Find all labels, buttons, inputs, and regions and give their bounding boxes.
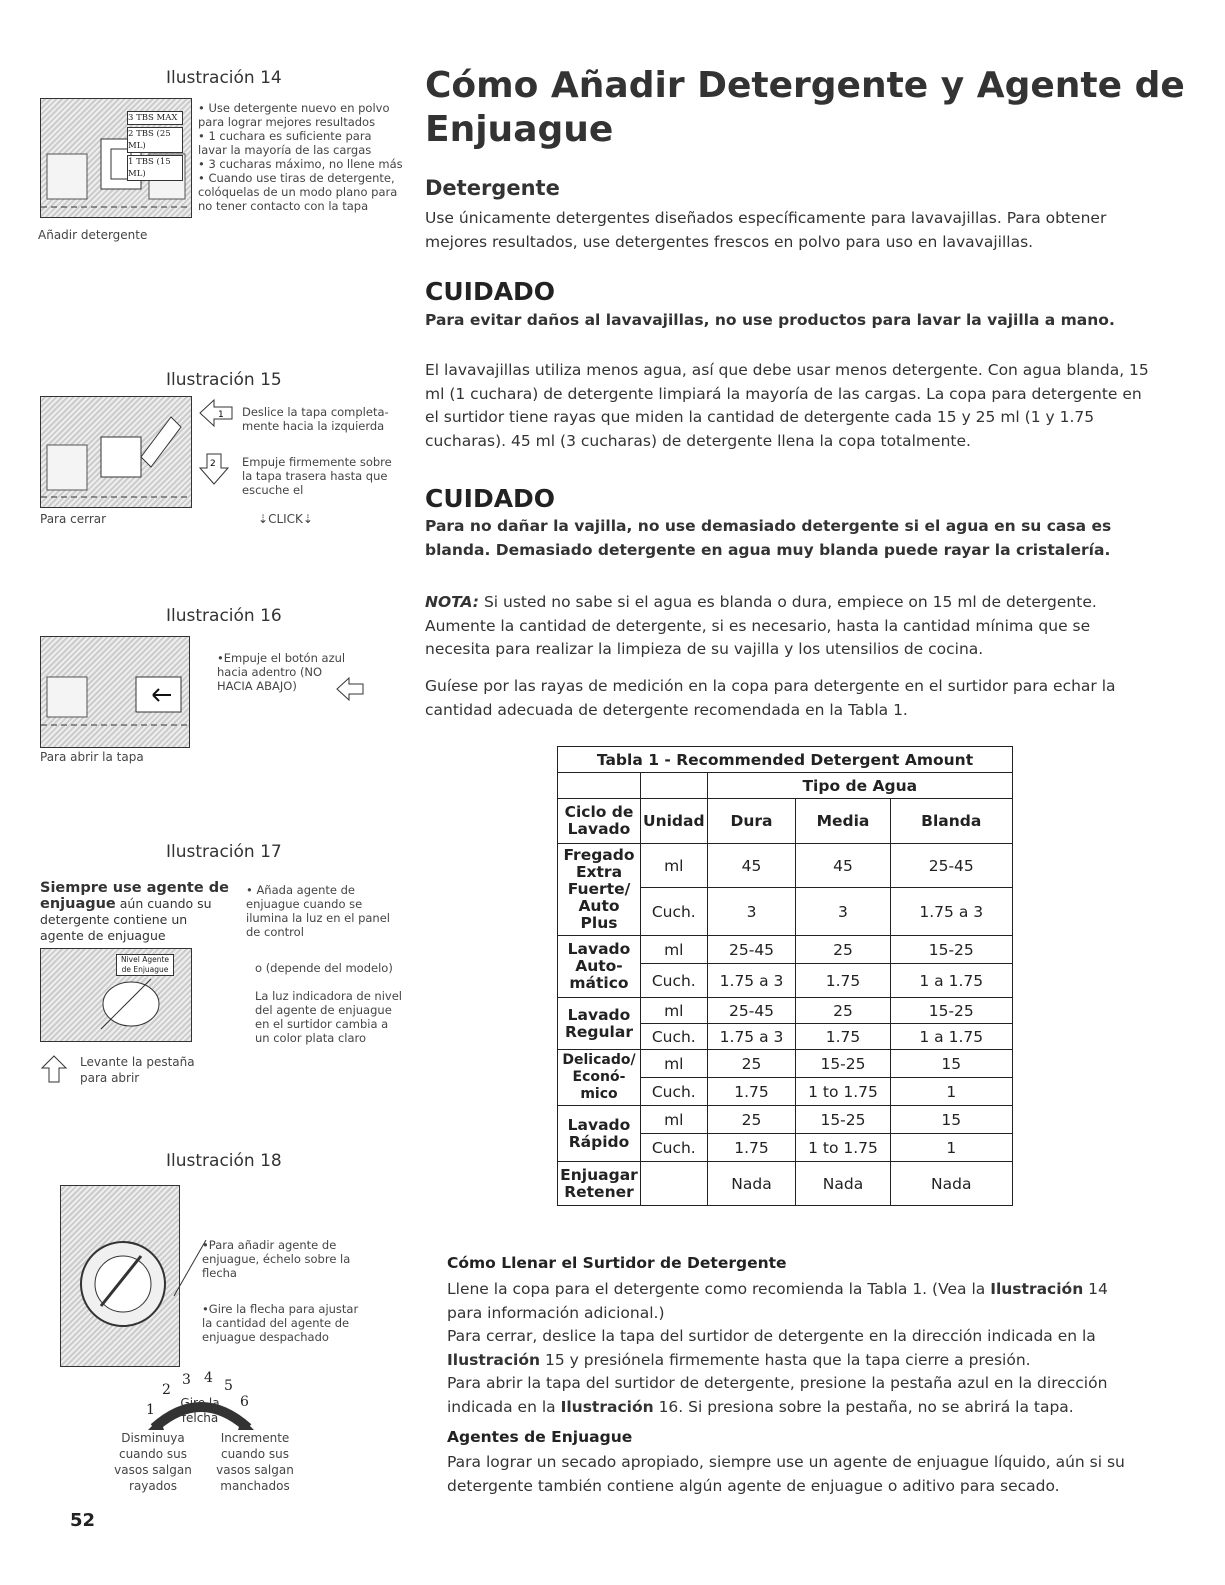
ill18-left: Disminuya cuando sus vasos salgan rayados — [114, 1431, 192, 1493]
table-cell: 15-25 — [796, 1106, 890, 1134]
ill15-title: Ilustración 15 — [166, 370, 282, 390]
page-title — [425, 64, 1185, 152]
row-header: Delicado/ Econó- mico — [558, 1050, 641, 1106]
ill14-note: • 1 cuchara es suficiente para lavar la mayoría de las cargas — [198, 129, 372, 157]
text: Para abrir la tapa del surtidor de detergente, presione la pestaña azul en la dirección indicada en la — [447, 1374, 1108, 1416]
row-header: Enjuagar Retener — [558, 1162, 641, 1206]
col-header-dura: Dura — [707, 799, 796, 844]
svg-text:2: 2 — [210, 459, 216, 469]
page-title-line2: Enjuague — [425, 109, 614, 150]
blank-cell — [640, 773, 707, 799]
para-1: El lavavajillas utiliza menos agua, así que debe usar menos detergente. Con agua blanda, 15 ml (1 cuchara) de detergente limpiará la mayoría de las cargas. La copa para detergente en el surtidor tiene rayas que miden la cantidad de detergente cada 15 y 25 ml (1 y 1.75 cucharas). 45 ml (3 cucharas) de detergente llena la copa totalmente. — [425, 361, 1149, 450]
para-2: Guíese por las rayas de medición en la copa para detergente en el surtidor para echar la cantidad adecuada de detergente recomendada en la Tabla 1. — [425, 677, 1116, 719]
ill15-caption: Para cerrar — [40, 512, 107, 526]
detergente-heading: Detergente — [425, 176, 560, 200]
agentes-heading: Agentes de Enjuague — [447, 1428, 633, 1446]
dial-number: 2 — [162, 1382, 171, 1398]
gire-label: Gire la felcha — [180, 1396, 220, 1425]
ill14-title: Ilustración 14 — [166, 68, 282, 88]
llenar-section — [447, 1278, 1137, 1419]
dial-number: 5 — [224, 1378, 233, 1394]
table-cell: 25 — [796, 998, 890, 1024]
table-cell: 3 — [796, 888, 890, 936]
table-cell: Nada — [796, 1162, 890, 1206]
detergent-table — [557, 746, 1013, 1206]
table-cell: 1 to 1.75 — [796, 1134, 890, 1162]
click-text: CLICK — [268, 512, 303, 526]
row-header: Lavado Rápido — [558, 1106, 641, 1162]
push-arrow-icon — [335, 676, 365, 702]
ill16-title: Ilustración 16 — [166, 606, 282, 626]
dial-number: 1 — [146, 1402, 155, 1418]
table-cell: 1.75 — [796, 964, 890, 998]
table-cell: 1.75 — [707, 1134, 796, 1162]
table-cell: Cuch. — [640, 1078, 707, 1106]
llenar-p1 — [447, 1278, 1137, 1325]
table-row — [558, 936, 1013, 964]
ill18-note1: •Para añadir agente de enjuague, échelo sobre la flecha — [202, 1238, 351, 1280]
click-label: ⇣CLICK⇣ — [258, 512, 313, 526]
table-cell: 1.75 a 3 — [707, 964, 796, 998]
table-cell: 15-25 — [890, 998, 1013, 1024]
table-cell: 1.75 a 3 — [890, 888, 1013, 936]
caution-1-title: CUIDADO — [425, 277, 556, 306]
row-header: Lavado Auto- mático — [558, 936, 641, 998]
table-cell: ml — [640, 1050, 707, 1078]
ill15-dispenser-image — [40, 396, 192, 508]
table-row — [558, 1162, 1013, 1206]
caution-2-title: CUIDADO — [425, 484, 556, 513]
dial-number: 6 — [240, 1394, 249, 1410]
measure-mark: 2 TBS (25 ML) — [127, 127, 183, 153]
measure-mark: 3 TBS MAX — [127, 111, 183, 125]
ill14-note: • 3 cucharas máximo, no llene más — [198, 157, 403, 171]
text: Para cerrar, deslice la tapa del surtidor de detergente en la dirección indicada en la — [447, 1327, 1096, 1345]
table-cell: 1 — [890, 1134, 1013, 1162]
bold-text: Ilustración — [560, 1397, 654, 1416]
rinse-level-label: Nivel Agente de Enjuague — [116, 954, 174, 976]
table-cell: 1.75 a 3 — [707, 1024, 796, 1050]
table-cell: Nada — [707, 1162, 796, 1206]
ill15-step2: Empuje firmemente sobre la tapa trasera hasta que escuche el — [242, 455, 392, 497]
ill16-dispenser-image — [40, 636, 190, 748]
table-row — [558, 1050, 1013, 1078]
table-cell: Cuch. — [640, 1024, 707, 1050]
ill16-note: •Empuje el botón azul hacia adentro (NO HACIA ABAJO) — [217, 651, 346, 693]
ill18-right: Incremente cuando sus vasos salgan manchados — [216, 1431, 294, 1493]
table-cell: 1 a 1.75 — [890, 1024, 1013, 1050]
table-cell — [640, 1162, 707, 1206]
table-cell: Cuch. — [640, 888, 707, 936]
table-cell: Cuch. — [640, 964, 707, 998]
table-cell: ml — [640, 844, 707, 888]
ill17-lift: Levante la pestaña para abrir — [80, 1055, 195, 1085]
bold-text: Ilustración — [447, 1350, 541, 1369]
table-caption: Tabla 1 - Recommended Detergent Amount — [558, 747, 1013, 773]
col-header-media: Media — [796, 799, 890, 844]
table-cell: 1 — [890, 1078, 1013, 1106]
ill18-rinse-dial-image — [60, 1185, 180, 1367]
table-cell: 25-45 — [890, 844, 1013, 888]
table-row — [558, 998, 1013, 1024]
ill15-step1: Deslice la tapa completa- mente hacia la izquierda — [242, 405, 389, 433]
caution-1-text: Para evitar daños al lavavajillas, no use productos para lavar la vajilla a mano. — [425, 311, 1115, 329]
table-cell: 25 — [707, 1106, 796, 1134]
caution-2-text: Para no dañar la vajilla, no use demasiado detergente si el agua en su casa es blanda. Demasiado detergente en agua muy blanda puede rayar la cristalería. — [425, 517, 1112, 559]
table-row — [558, 1106, 1013, 1134]
ill17-left-rest: aún cuando su detergente contiene un agente de enjuague — [40, 896, 212, 943]
row-header: Lavado Regular — [558, 998, 641, 1050]
step-2-arrow-icon — [198, 452, 230, 486]
agentes-text: Para lograr un secado apropiado, siempre use un agente de enjuague líquido, aún si su detergente también contiene algún agente de enjuague o aditivo para secado. — [447, 1453, 1125, 1495]
text: 15 y presiónela firmemente hasta que la tapa cierre a presión. — [540, 1350, 1031, 1369]
measure-mark: 1 TBS (15 ML) — [127, 155, 183, 181]
nota-text: Si usted no sabe si el agua es blanda o dura, empiece on 15 ml de detergente. Aumente la cantidad de detergente, si es necesario, hasta la cantidad mínima que se necesita para realizar la limpieza de su vajilla y los utensilios de cocina. — [425, 593, 1097, 658]
dial-number: 3 — [182, 1372, 191, 1388]
ill17-title: Ilustración 17 — [166, 842, 282, 862]
page-number: 52 — [70, 1510, 96, 1531]
table-row — [558, 844, 1013, 888]
table-cell: 15-25 — [796, 1050, 890, 1078]
table-cell: Nada — [890, 1162, 1013, 1206]
text: 16. Si presiona sobre la pestaña, no se abrirá la tapa. — [653, 1397, 1074, 1416]
table-cell: 3 — [707, 888, 796, 936]
table-cell: 1 to 1.75 — [796, 1078, 890, 1106]
blank-cell — [558, 773, 641, 799]
ill17-left-bold: Siempre use agente de enjuague — [40, 880, 229, 912]
table-cell: ml — [640, 1106, 707, 1134]
table-cell: 45 — [796, 844, 890, 888]
lift-arrow-icon — [40, 1054, 68, 1084]
ill14-notes — [198, 101, 403, 213]
ill14-measure-marks — [127, 111, 183, 181]
table-cell: 1.75 — [796, 1024, 890, 1050]
table-cell: 25-45 — [707, 998, 796, 1024]
ill17-note3: La luz indicadora de nivel del agente de enjuague en el surtidor cambia a un color plata claro — [255, 989, 402, 1045]
ill18-note2: •Gire la flecha para ajustar la cantidad del agente de enjuague despachado — [202, 1302, 359, 1344]
col-header-unidad: Unidad — [640, 799, 707, 844]
table-cell: 25 — [707, 1050, 796, 1078]
text: 14 para información adicional.) — [447, 1280, 1108, 1322]
ill14-note: • Cuando use tiras de detergente, colóquelas de un modo plano para no tener contacto con la tapa — [198, 171, 398, 213]
bold-text: Ilustración — [990, 1280, 1084, 1298]
col-header-blanda: Blanda — [890, 799, 1013, 844]
llenar-p2 — [447, 1325, 1137, 1372]
table-cell: Cuch. — [640, 1134, 707, 1162]
table-cell: 1 a 1.75 — [890, 964, 1013, 998]
table-cell: ml — [640, 998, 707, 1024]
ill17-note1: • Añada agente de enjuague cuando se ilumina la luz en el panel de control — [246, 883, 390, 939]
ill18-title: Ilustración 18 — [166, 1151, 282, 1171]
table-cell: 45 — [707, 844, 796, 888]
llenar-heading: Cómo Llenar el Surtidor de Detergente — [447, 1254, 787, 1272]
ill14-caption: Añadir detergente — [38, 228, 148, 242]
llenar-p3 — [447, 1372, 1137, 1419]
nota-label: NOTA: — [425, 593, 480, 611]
row-header: Fregado Extra Fuerte/ Auto Plus — [558, 844, 641, 936]
table-cell: 15 — [890, 1050, 1013, 1078]
dial-number: 4 — [204, 1370, 213, 1386]
page-title-line1: Cómo Añadir Detergente y Agente de — [425, 65, 1185, 106]
table-cell: 25 — [796, 936, 890, 964]
ill17-left-text — [40, 880, 230, 944]
ill16-caption: Para abrir la tapa — [40, 750, 144, 764]
ill17-note2: o (depende del modelo) — [255, 961, 393, 975]
detergente-text: Use únicamente detergentes diseñados específicamente para lavavajillas. Para obtener mejores resultados, use detergentes frescos en polvo para uso en lavavajillas. — [425, 209, 1107, 251]
table-cell: 15 — [890, 1106, 1013, 1134]
text: Llene la copa para el detergente como recomienda la Tabla 1. (Vea la — [447, 1280, 991, 1298]
table-cell: 15-25 — [890, 936, 1013, 964]
table-cell: 25-45 — [707, 936, 796, 964]
col-header-ciclo: Ciclo de Lavado — [558, 799, 641, 844]
nota-paragraph — [425, 591, 1125, 662]
table-cell: 1.75 — [707, 1078, 796, 1106]
table-cell: ml — [640, 936, 707, 964]
ill14-note: • Use detergente nuevo en polvo para lograr mejores resultados — [198, 101, 390, 129]
step-1-arrow-icon — [198, 398, 234, 428]
tipo-de-agua-header: Tipo de Agua — [707, 773, 1012, 799]
svg-text:1: 1 — [218, 410, 224, 420]
